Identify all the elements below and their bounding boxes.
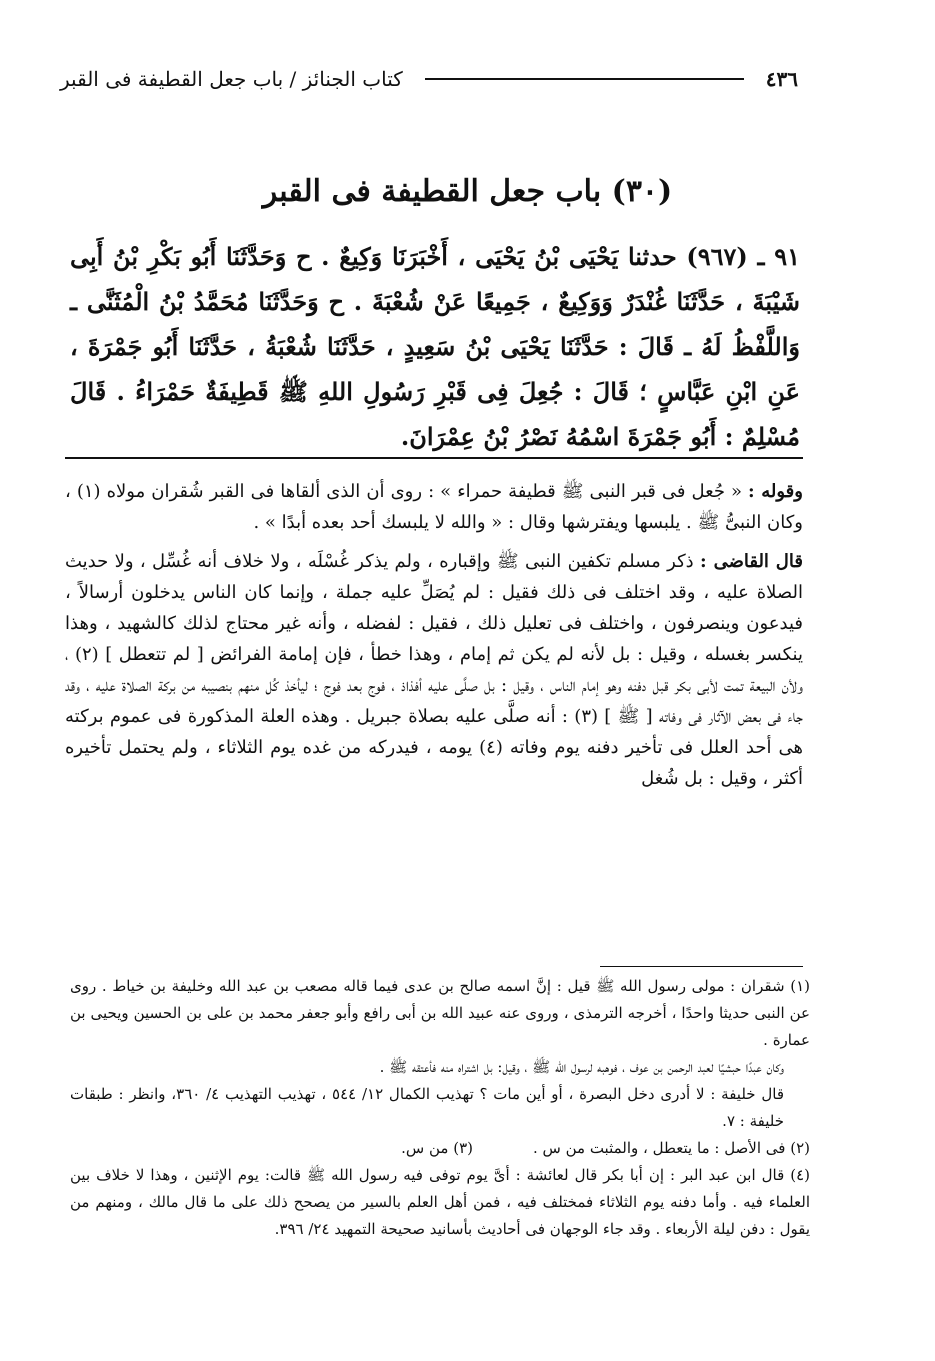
hadith-text-block [70,234,800,459]
footnotes-block [70,973,810,1243]
footnote-3: (٣) من س. [401,1139,473,1157]
commentary-lead-2: قال القاضى : [700,551,803,572]
footnote-1-references: قال خليفة : لا أدرى دخل البصرة ، أو أين مات ؟ تهذيب الكمال ١٢/ ٥٤٤ ، تهذيب التهذيب ٤/ ٣٦٠، وانظر : طبقات خليفة : ٧. [70,1085,784,1130]
footnotes-row [70,1135,810,1162]
page-number: ٤٣٦ [765,67,798,91]
footnote-1-continued: وكان عبدًا حبشيًا لعبد الرحمن بن عوف ، فوهبه لرسول الله ﷺ ، وقيل: بل اشتراه منه فأعتقه ﷺ . [379,1058,784,1076]
page-header [60,62,798,96]
commentary-text-1: « جُعل فى قبر النبى ﷺ قطيفة حمراء » : روى أن الذى ألقاها فى القبر شُقران مولاه (١) ، وكان النبىُّ ﷺ . يلبسها ويفترشها وقال : « والله لا يلبسك أحد بعده أبدًا » . [65,481,803,533]
commentary-lead-1: وقوله : [748,481,803,502]
commentary-block [65,476,803,802]
section-divider [65,457,803,459]
commentary-text-2: ذكر مسلم تكفين النبى ﷺ وإقباره ، ولم يذكر غُسْلَه ، ولا خلاف أنه غُسِّل ، ولا حديث الصلاة عليه ، وقد اختلف فى ذلك فقيل : لم يُصَلِّ عليه جملة ، وإنما كان الناس يدخلون أرسالاً ، فيدعون وينصرفون ، واختلف فى تعليل ذلك ، فقيل : لفضله ، وأنه غير محتاج لذلك كالشهيد ، وهذا ينكسر بغسله ، وقيل : بل لأنه لم يكن ثم إمام ، وهذا خطأ ، فإن إمامة الفرائض [ لم تتعطل ] (٢) ، ولأن البيعة تمت لأبى بكر قبل دفنه وهو إمام الناس ، وقيل : بل صلَّى عليه أفذاذ ، فوج بعد فوج ؛ ليأخذ كُل منهم بنصيبه من بركة الصلاة عليه ، وقد جاء فى بعض الآثار فى وفاته [ ﷺ ] (٣) : أنه صلَّى عليه بصلاة جبريل . وهذه العلة المذكورة فى عموم بركته هى أحد العلل فى تأخير دفنه يوم وفاته (٤) يومه ، فيدركه من غده يوم الثلاثاء ، ولم يحتمل تأخيره أكثر ، وقيل : بل شُغل [65,551,804,789]
hadith-number: ٩١ ـ (٩٦٧) [686,242,800,271]
running-title: كتاب الجنائز / باب جعل القطيفة فى القبر [60,67,403,91]
commentary-paragraph-2 [65,546,803,794]
chapter-title: (٣٠) باب جعل القطيفة فى القبر [262,174,673,209]
header-rule [425,78,744,80]
footnote-2: (٢) فى الأصل : ما يتعطل ، والمثبت من س . [532,1139,810,1157]
hadith-text: حدثنا يَحْيَى بْنُ يَحْيَى ، أَخْبَرَنَا وَكِيعٌ . ح وَحَدَّثَنَا أَبُو بَكْرِ بْنُ أَبِى شَيْبَةَ ، حَدَّثَنَا غُنْدَرٌ وَوَكِيعٌ ، جَمِيعًا عَنْ شُعْبَةَ . ح وَحَدَّثَنَا مُحَمَّدُ بْنُ الْمُثَنَّى ـ وَاللَّفْظُ لَهُ ـ قَالَ : حَدَّثَنَا يَحْيَى بْنُ سَعِيدٍ ، حَدَّثَنَا شُعْبَةُ ، حَدَّثَنَا أَبُو جَمْرَةَ ، عَنِ ابْنِ عَبَّاسٍ ؛ قَالَ : جُعِلَ فِى قَبْرِ رَسُولِ اللهِ ﷺ قَطِيفَةٌ حَمْرَاءُ . قَالَ مُسْلِمٌ : أَبُو جَمْرَةَ اسْمُهُ نَصْرُ بْنُ عِمْرَانَ. [70,242,800,451]
footnote-divider [600,966,803,967]
footnote-1: (١) شقران : مولى رسول الله ﷺ قيل : إنَّ اسمه صالح بن عدى فيما قاله مصعب بن عبد الله وخليفة بن خياط . روى عن النبى حديثا واحدًا ، أخرجه الترمذى ، وروى عنه عبيد الله بن أبى رافع وأبو جعفر محمد بن على بن الحسين ويحيى بن عمارة . [70,977,810,1049]
commentary-paragraph-1 [65,476,803,538]
footnote-4: (٤) قال ابن عبد البر : إن أبا بكر قال لعائشة : أىَّ يوم توفى فيه رسول الله ﷺ قالت: يوم الإثنين ، وهذا لا خلاف بين العلماء فيه . وأما دفنه يوم الثلاثاء فمختلف فيه ، فمن أهل العلم بالسير من يصحح ذلك على ما قال مالك ، ومنهم من يقول : دفن ليلة الأربعاء . وقد جاء الوجهان فى أحاديث بأسانيد صحيحة التمهيد ٢٤/ ٣٩٦. [70,1166,810,1238]
